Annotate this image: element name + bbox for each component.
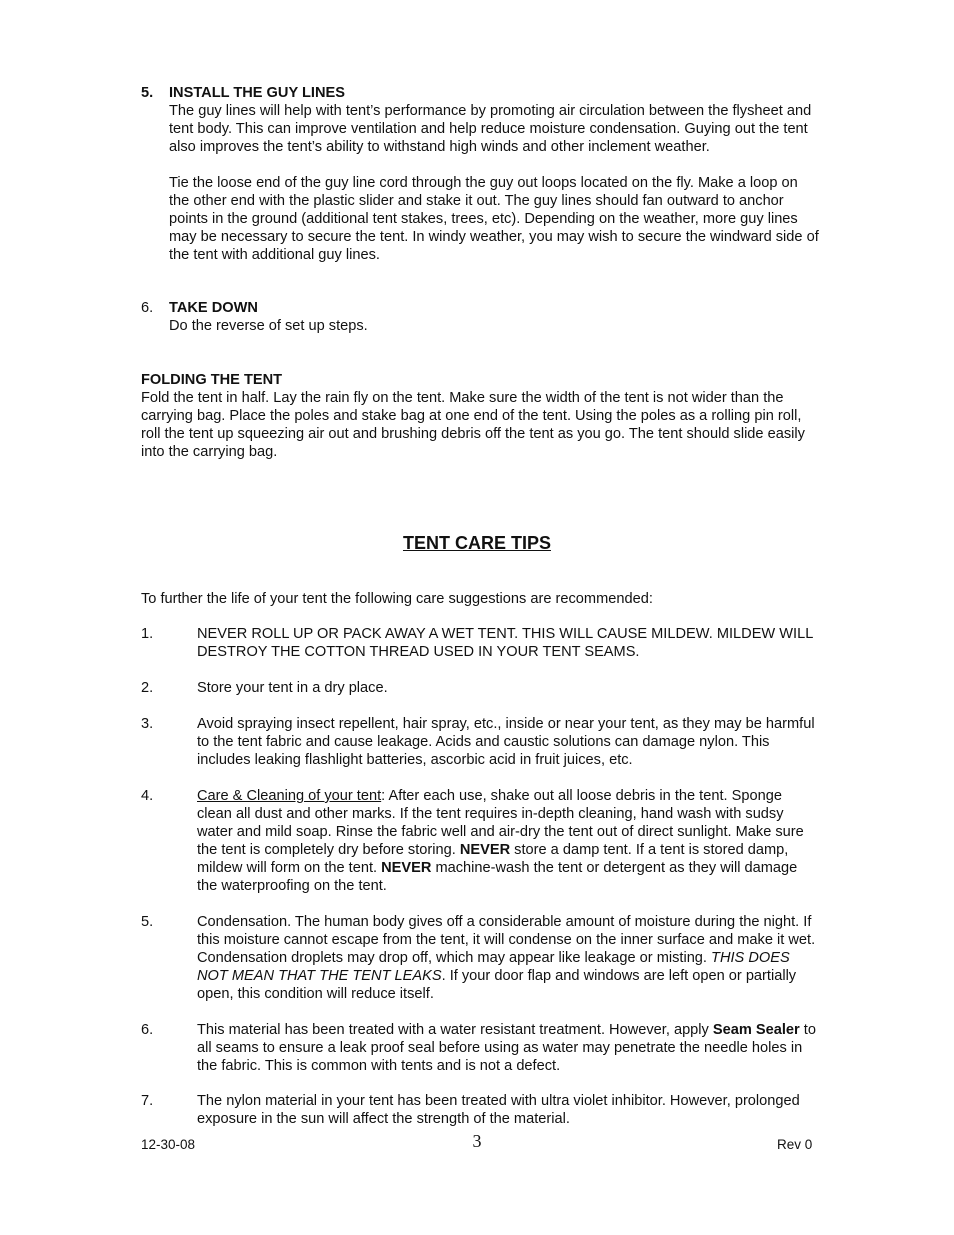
emphasis: Seam Sealer [712, 1022, 800, 1038]
list-number: 7. [141, 1093, 154, 1109]
intro-text: To further the life of your tent the following care suggestions are recommended: [141, 591, 653, 607]
item-text: . If your door flap and windows are left open or partially open, this condition will reduce itself. [197, 968, 797, 1002]
emphasis: THIS DOES NOT MEAN THAT THE TENT LEAKS [197, 950, 790, 984]
list-item [197, 913, 817, 1003]
list-item: The nylon material in your tent has been treated with ultra violet inhibitor. However, prolonged exposure in the sun will affect the strength of the material. [197, 1093, 800, 1127]
list-item [197, 787, 817, 895]
section-number: 6. [141, 300, 154, 316]
section-take-down [169, 299, 819, 335]
item-text: to all seams to ensure a leak proof seal before using as water may penetrate the needle holes in the fabric. This is common with tents and is not a defect. [197, 1022, 816, 1074]
section-heading: INSTALL THE GUY LINES [169, 85, 345, 101]
item-text: : After each use, shake out all loose debris in the tent. Sponge clean all dust and other marks. If the tent requires in-depth cleaning, hand wash with sudsy water and mild soap. Rinse the fabric well and air-dry the tent out of direct sunlight. Make sure the tent is completely dry before storing. [197, 788, 804, 858]
item-text: This material has been treated with a water resistant treatment. However, apply [197, 1022, 713, 1038]
section-heading: FOLDING THE TENT [141, 372, 283, 388]
section-number: 5. [141, 85, 154, 101]
list-number: 3. [141, 716, 154, 732]
section-install-guy-lines [169, 84, 819, 264]
page-title: TENT CARE TIPS [402, 533, 551, 553]
item-text: Condensation. The human body gives off a considerable amount of moisture during the night. If this moisture cannot escape from the tent, it will condense on the inner surface and make it wet. Condensation droplets may drop off, which may appear like leakage or misting. [197, 914, 816, 966]
paragraph: The guy lines will help with tent’s performance by promoting air circulation between the flysheet and tent body. This can improve ventilation and help reduce moisture condensation. Guying out the tent also improves the tent’s ability to withstand high winds and other inclement weather. [169, 103, 812, 155]
list-item: Avoid spraying insect repellent, hair spray, etc., inside or near your tent, as they may be harmful to the tent fabric and cause leakage. Acids and caustic solutions can damage nylon. This includes leaking flashlight batteries, ascorbic acid in fruit juices, etc. [197, 716, 815, 768]
emphasis: NEVER [381, 860, 432, 876]
item-text: store a damp tent. If a tent is stored damp, mildew will form on the tent. [197, 842, 789, 876]
emphasis: NEVER [459, 842, 511, 858]
list-number: 2. [141, 680, 154, 696]
item-text: machine-wash the tent or detergent as they will damage the waterproofing on the tent. [197, 860, 798, 894]
list-number: 4. [141, 788, 154, 804]
paragraph: Tie the loose end of the guy line cord through the guy out loops located on the fly. Make a loop on the other end with the plastic slider and stake it out. The guy lines should fan outward to anchor points in the ground (additional tent stakes, trees, etc). Depending on the weather, more guy lines may be necessary to secure the tent. In windy weather, you may wish to secure the windward side of the tent with additional guy lines. [169, 175, 819, 263]
page-number: 3 [472, 1131, 482, 1151]
paragraph: Fold the tent in half. Lay the rain fly on the tent. Make sure the width of the tent is not wider than the carrying bag. Place the poles and stake bag at one end of the tent. Using the poles as a rolling pin roll, roll the tent up squeezing air out and brushing debris off the tent as you go. The tent should slide easily into the carrying bag. [141, 390, 805, 460]
footer-revision: Rev 0 [777, 1137, 813, 1152]
paragraph: Do the reverse of set up steps. [169, 318, 368, 334]
section-heading: TAKE DOWN [169, 300, 258, 316]
list-number: 5. [141, 914, 154, 930]
list-number: 1. [141, 626, 154, 642]
footer-date: 12-30-08 [141, 1137, 196, 1152]
list-item [197, 1021, 817, 1075]
section-folding [141, 371, 816, 461]
list-item: NEVER ROLL UP OR PACK AWAY A WET TENT. THIS WILL CAUSE MILDEW. MILDEW WILL DESTROY THE COTTON THREAD USED IN YOUR TENT SEAMS. [197, 626, 813, 660]
list-item: Store your tent in a dry place. [197, 680, 388, 696]
item-label: Care & Cleaning of your tent [197, 788, 382, 804]
list-number: 6. [141, 1022, 154, 1038]
